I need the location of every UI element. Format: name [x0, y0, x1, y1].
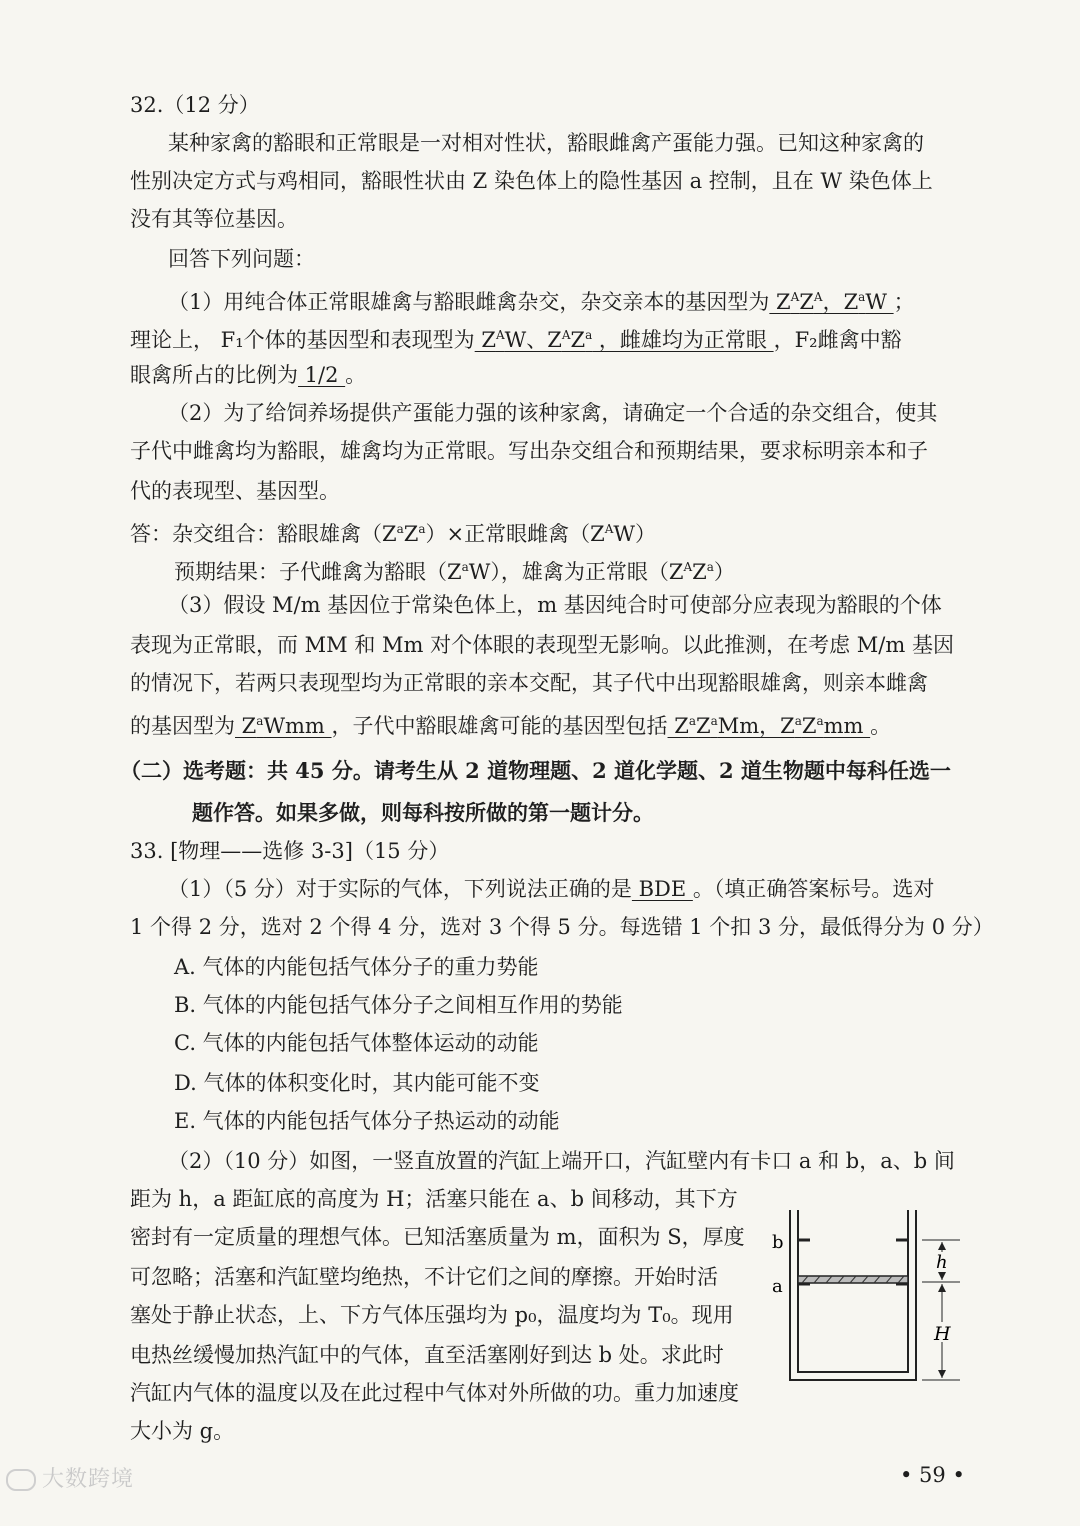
cylinder-figure — [760, 1200, 970, 1400]
q33-sub1-answer: BDE — [631, 877, 693, 901]
q33-header: 33. [物理——选修 3-3]（15 分） — [130, 839, 450, 863]
q33-sub1-line1 — [168, 874, 962, 904]
arrow-H-bottom — [938, 1370, 946, 1378]
arrow-h-bottom — [938, 1272, 946, 1280]
q32-sub1-text3-end: 。 — [345, 363, 367, 387]
label-h: h — [936, 1252, 948, 1273]
q32-header: 32.（12 分） — [130, 93, 260, 117]
q32-sub1-text2-end: ，F₂雌禽中豁 — [773, 328, 902, 352]
q33-sub2-line7: 汽缸内气体的温度以及在此过程中气体对外所做的功。重力加速度 — [130, 1381, 739, 1405]
q32-sub3-line1: （3）假设 M/m 基因位于常染色体上，m 基因纯合时可使部分应表现为豁眼的个体 — [168, 593, 942, 617]
cylinder-outer-wall — [790, 1210, 916, 1380]
q32-sub3-text4-end: 。 — [870, 714, 892, 738]
q33-sub2-line4: 可忽略；活塞和汽缸壁均绝热，不计它们之间的摩擦。开始时活 — [130, 1265, 718, 1289]
q32-sub3-text4-mid: ，子代中豁眼雄禽可能的基因型包括 — [331, 714, 668, 738]
q32-para-line3: 没有其等位基因。 — [130, 207, 298, 231]
q32-para-line1: 某种家禽的豁眼和正常眼是一对相对性状，豁眼雌禽产蛋能力强。已知这种家禽的 — [168, 131, 924, 155]
watermark-text: 大数跨境 — [42, 1467, 135, 1492]
q32-sub3-line2: 表现为正常眼，而 MM 和 Mm 对个体眼的表现型无影响。以此推测，在考虑 M/m 基因 — [130, 633, 954, 657]
q33-sub1-text-end: 。（填正确答案标号。选对 — [692, 877, 935, 901]
label-b: b — [772, 1232, 784, 1253]
q32-sub1-line3 — [130, 360, 962, 390]
arrow-H-top — [938, 1284, 946, 1292]
q33-sub2-line5: 塞处于静止状态，上、下方气体压强均为 p₀，温度均为 T₀。现用 — [130, 1303, 734, 1327]
q32-sub1-line1 — [168, 282, 962, 317]
label-a: a — [772, 1276, 783, 1297]
q32-sub1-answer2: $Z^AW$、$Z^AZ^a$ ，雌雄均为正常眼 — [474, 328, 774, 352]
q33-sub1-text: （1）（5 分）对于实际的气体，下列说法正确的是 — [168, 877, 632, 901]
watermark — [6, 1462, 134, 1493]
q32-sub3-line3: 的情况下，若两只表现型均为正常眼的亲本交配，其子代中出现豁眼雄禽，则亲本雌禽 — [130, 671, 928, 695]
q32-para-line2: 性别决定方式与鸡相同，豁眼性状由 Z 染色体上的隐性基因 a 控制，且在 W 染色体上 — [130, 169, 933, 193]
q32-sub1-answer1: $Z^AZ^A$，$Z^aW$ — [769, 290, 894, 314]
q32-sub1-text2: 理论上， F₁个体的基因型和表现型为 — [130, 328, 475, 352]
q32-sub2-line2: 子代中雌禽均为豁眼，雄禽均为正常眼。写出杂交组合和预期结果，要求标明亲本和子 — [130, 439, 928, 463]
q32-sub1-text3: 眼禽所占的比例为 — [130, 363, 298, 387]
q32-sub2-answer-line2: 预期结果：子代雌禽为豁眼$(Z^aW)$，雄禽为正常眼$(Z^AZ^a)$ — [174, 560, 735, 584]
q33-sub2-line1: （2）（10 分）如图，一竖直放置的汽缸上端开口，汽缸壁内有卡口 a 和 b，a、b 间 — [168, 1149, 955, 1173]
q33-sub2-line8: 大小为 g。 — [130, 1419, 235, 1443]
q32-sub2-line1: （2）为了给饲养场提供产蛋能力强的该种家禽，请确定一个合适的杂交组合，使其 — [168, 401, 938, 425]
q32-sub3-line4 — [130, 706, 962, 741]
q32-sub3-text4: 的基因型为 — [130, 714, 235, 738]
q32-sub3-answer2: $Z^aZ^aMm$，$Z^aZ^amm$ — [667, 714, 871, 738]
q32-sub2-line3: 代的表现型、基因型。 — [130, 479, 340, 503]
arrow-h-top — [938, 1242, 946, 1250]
q32-intro: 回答下列问题： — [168, 247, 315, 271]
watermark-logo-icon — [6, 1469, 36, 1491]
page-number: • 59 • — [900, 1463, 965, 1487]
q32-sub1-line2 — [130, 320, 962, 355]
q33-option-b: B. 气体的内能包括气体分子之间相互作用的势能 — [174, 993, 623, 1017]
q33-option-e: E. 气体的内能包括气体分子热运动的动能 — [174, 1109, 560, 1133]
q33-option-d: D. 气体的体积变化时，其内能可能不变 — [174, 1071, 540, 1095]
section2-line2: 题作答。如果多做，则每科按所做的第一题计分。 — [192, 800, 654, 825]
q33-sub2-line3: 密封有一定质量的理想气体。已知活塞质量为 m，面积为 S，厚度 — [130, 1225, 745, 1249]
q32-sub2-answer-line1: 答：杂交组合：豁眼雄禽$(Z^aZ^a)\times$正常眼雌禽$(Z^AW)$ — [130, 522, 656, 546]
q33-sub2-line2: 距为 h，a 距缸底的高度为 H；活塞只能在 a、b 间移动，其下方 — [130, 1187, 738, 1211]
q33-sub1-line2: 1 个得 2 分，选对 2 个得 4 分，选对 3 个得 5 分。每选错 1 个扣 3 分，最低得分为 0 分） — [130, 915, 994, 939]
label-H: H — [934, 1323, 951, 1345]
q32-sub1-text-end: ； — [893, 290, 915, 314]
q33-option-a: A. 气体的内能包括气体分子的重力势能 — [174, 955, 539, 979]
q32-sub3-answer1: $Z^aWmm$ — [235, 714, 332, 738]
q32-sub1-answer3: 1/2 — [298, 363, 346, 387]
q33-sub2-line6: 电热丝缓慢加热汽缸中的气体，直至活塞刚好到达 b 处。求此时 — [130, 1343, 724, 1367]
cylinder-inner-wall — [798, 1210, 908, 1372]
section2-line1: （二）选考题：共 45 分。请考生从 2 道物理题、2 道化学题、2 道生物题中每科任选一 — [120, 758, 951, 783]
q33-option-c: C. 气体的内能包括气体整体运动的动能 — [174, 1031, 539, 1055]
q32-sub1-text: （1）用纯合体正常眼雄禽与豁眼雌禽杂交，杂交亲本的基因型为 — [168, 290, 770, 314]
